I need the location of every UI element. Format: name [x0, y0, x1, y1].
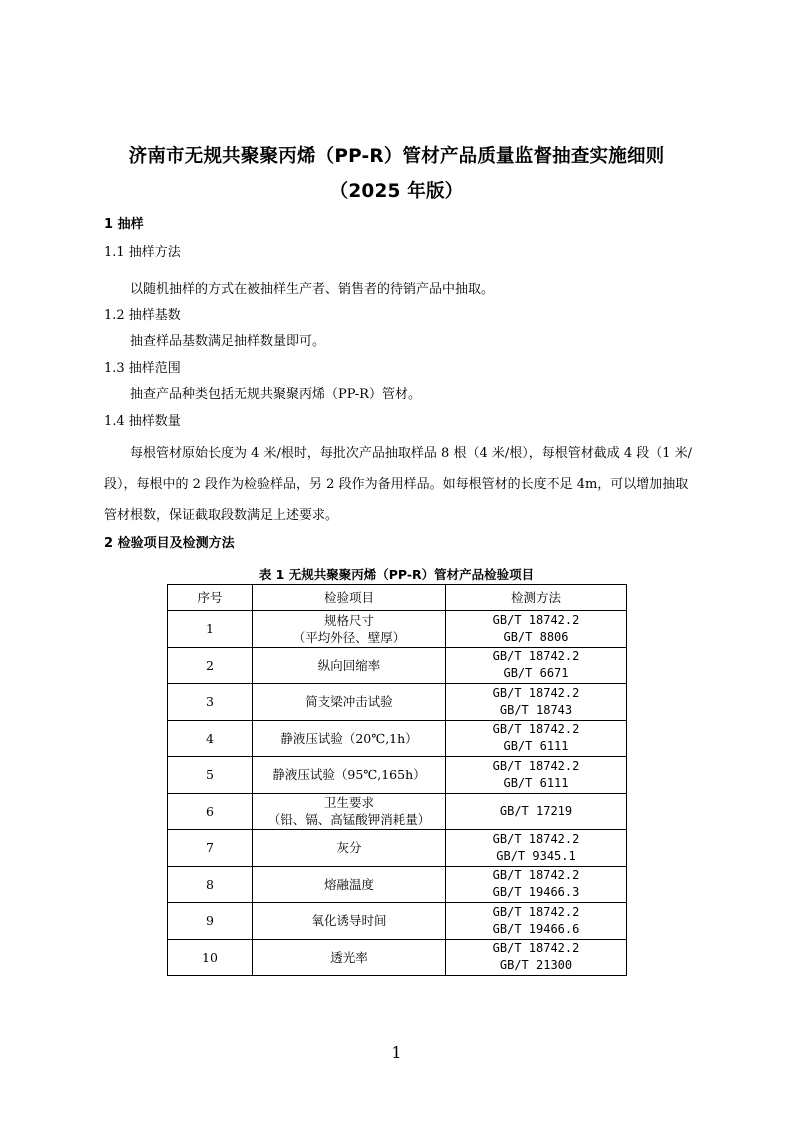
test-method-standard: GB/T 9345.1 [496, 848, 576, 863]
table-row [168, 757, 627, 794]
section-1-2-heading: 1.2 抽样基数 [104, 308, 181, 323]
table-row [168, 611, 627, 648]
inspection-item-line: 纵向回缩率 [317, 657, 381, 673]
test-method-standard: GB/T 18742.2 [492, 868, 580, 883]
inspection-item-cell [253, 720, 446, 757]
inspection-item-line: 静液压试验（20℃,1h） [280, 730, 418, 746]
table-row [168, 720, 627, 757]
inspection-item-cell [253, 866, 446, 903]
test-method-standard: GB/T 18742.2 [492, 685, 580, 700]
test-method-standard: GB/T 17219 [499, 803, 573, 818]
table-row [168, 793, 627, 830]
section-1-1-heading: 1.1 抽样方法 [104, 245, 181, 260]
test-method-cell [446, 684, 627, 721]
serial-no-cell: 1 [168, 611, 253, 648]
table-row [168, 647, 627, 684]
test-method-standard: GB/T 19466.6 [492, 921, 580, 936]
inspection-item-cell [253, 903, 446, 940]
test-method-standard: GB/T 18742.2 [492, 904, 580, 919]
inspection-item-line: 透光率 [330, 949, 368, 965]
inspection-item-cell [253, 647, 446, 684]
serial-no-cell: 2 [168, 647, 253, 684]
section-1-4-heading: 1.4 抽样数量 [104, 414, 181, 429]
header-inspection-item: 检验项目 [253, 585, 446, 611]
inspection-item-line: 氧化诱导时间 [311, 913, 387, 929]
test-method-standard: GB/T 18742.2 [492, 941, 580, 956]
section-1-1-text: 以随机抽样的方式在被抽样生产者、销售者的待销产品中抽取。 [130, 282, 495, 297]
serial-no-cell: 6 [168, 793, 253, 830]
test-method-standard: GB/T 18742.2 [492, 722, 580, 737]
inspection-item-line: （平均外径、壁厚） [292, 629, 406, 645]
section-1-3-text: 抽查产品种类包括无规共聚聚丙烯（PP-R）管材。 [130, 387, 421, 402]
table-row [168, 903, 627, 940]
test-method-standard: GB/T 6671 [503, 666, 569, 681]
test-method-cell [446, 903, 627, 940]
test-method-cell [446, 793, 627, 830]
inspection-item-line: 规格尺寸 [323, 612, 374, 628]
table-row [168, 684, 627, 721]
serial-no-cell: 4 [168, 720, 253, 757]
section-2-heading: 2 检验项目及检测方法 [104, 536, 235, 551]
table-row [168, 866, 627, 903]
test-method-cell [446, 866, 627, 903]
inspection-item-cell [253, 830, 446, 867]
inspection-item-cell [253, 611, 446, 648]
test-method-standard: GB/T 8806 [503, 629, 569, 644]
page-number: 1 [391, 1043, 402, 1062]
test-method-cell [446, 830, 627, 867]
test-method-standard: GB/T 6111 [503, 739, 569, 754]
section-1-3-heading: 1.3 抽样范围 [104, 361, 181, 376]
test-method-standard: GB/T 6111 [503, 775, 569, 790]
section-1-2-text: 抽查样品基数满足抽样数量即可。 [130, 334, 326, 349]
inspection-item-line: 卫生要求 [323, 795, 374, 811]
serial-no-cell: 9 [168, 903, 253, 940]
serial-no-cell: 8 [168, 866, 253, 903]
inspection-item-line: （铅、镉、高锰酸钾消耗量） [267, 812, 431, 828]
header-serial-no: 序号 [168, 585, 253, 611]
table-row [168, 939, 627, 976]
test-method-cell [446, 611, 627, 648]
inspection-items-table [167, 584, 627, 976]
test-method-standard: GB/T 21300 [499, 958, 573, 973]
test-method-standard: GB/T 18742.2 [492, 612, 580, 627]
serial-no-cell: 7 [168, 830, 253, 867]
test-method-cell [446, 939, 627, 976]
test-method-standard: GB/T 18742.2 [492, 649, 580, 664]
inspection-item-cell [253, 939, 446, 976]
inspection-item-cell [253, 793, 446, 830]
test-method-standard: GB/T 19466.3 [492, 885, 580, 900]
inspection-item-line: 静液压试验（95℃,165h） [272, 767, 426, 783]
serial-no-cell: 3 [168, 684, 253, 721]
table-header-row [168, 585, 627, 611]
document-subtitle-year: （2025 年版） [329, 181, 464, 202]
test-method-cell [446, 720, 627, 757]
table-row [168, 830, 627, 867]
document-title: 济南市无规共聚聚丙烯（PP-R）管材产品质量监督抽查实施细则 [128, 146, 665, 167]
test-method-standard: GB/T 18742.2 [492, 831, 580, 846]
test-method-cell [446, 757, 627, 794]
table-caption: 表 1 无规共聚聚丙烯（PP-R）管材产品检验项目 [258, 567, 535, 582]
inspection-item-cell [253, 757, 446, 794]
serial-no-cell: 10 [168, 939, 253, 976]
inspection-item-line: 灰分 [336, 840, 362, 856]
test-method-standard: GB/T 18743 [499, 702, 573, 717]
section-1-heading: 1 抽样 [104, 217, 144, 232]
serial-no-cell: 5 [168, 757, 253, 794]
header-test-method: 检测方法 [446, 585, 627, 611]
inspection-item-cell [253, 684, 446, 721]
section-1-4-text: 每根管材原始长度为 4 米/根时，每批次产品抽取样品 8 根（4 米/根），每根管材截成 4 段（1 米/段），每根中的 2 段作为检验样品，另 2 段作为备用样品。如每根管材的长度不足 4m，可以增加抽取管材根数，保证截取段数满足上述要求。 [104, 446, 693, 523]
test-method-cell [446, 647, 627, 684]
inspection-item-line: 熔融温度 [323, 876, 374, 892]
test-method-standard: GB/T 18742.2 [492, 758, 580, 773]
inspection-item-line: 简支梁冲击试验 [305, 694, 393, 710]
